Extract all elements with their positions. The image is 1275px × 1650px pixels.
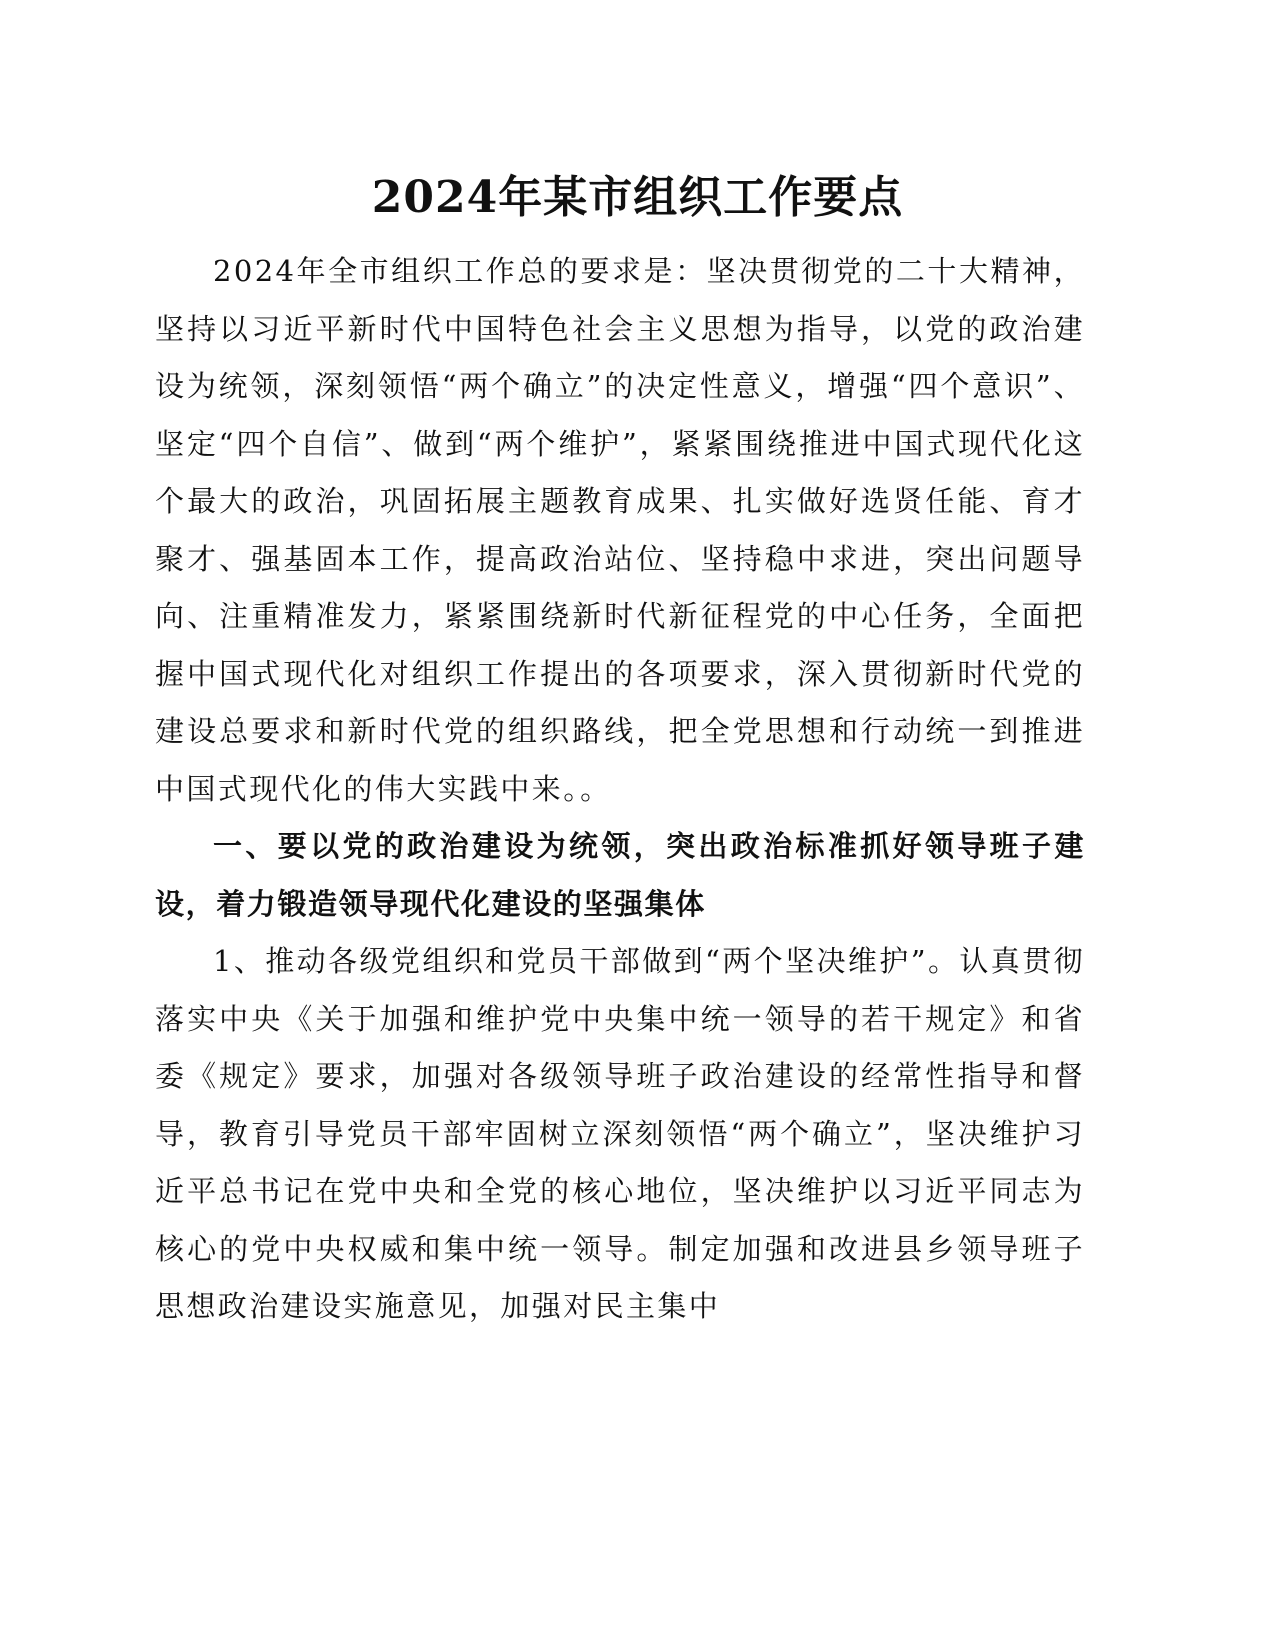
item-1-paragraph: 1、推动各级党组织和党员干部做到“两个坚决维护”。认真贯彻落实中央《关于加强和维护党中央集中统一领导的若干规定》和省委《规定》要求，加强对各级领导班子政治建设的经常性指导和督导，教育引导党员干部牢固树立深刻领悟“两个确立”，坚决维护习近平总书记在党中央和全党的核心地位，坚决维护以习近平同志为核心的党中央权威和集中统一领导。制定加强和改进县乡领导班子思想政治建设实施意见，加强对民主集中 (155, 944, 1085, 1323)
document-title: 2024年某市组织工作要点 (371, 172, 904, 223)
section-1-heading: 一、要以党的政治建设为统领，突出政治标准抓好领导班子建设，着力锻造领导现代化建设的坚强集体 (155, 829, 1085, 921)
intro-paragraph: 2024年全市组织工作总的要求是：坚决贯彻党的二十大精神，坚持以习近平新时代中国特色社会主义思想为指导，以党的政治建设为统领，深刻领悟“两个确立”的决定性意义，增强“四个意识”、坚定“四个自信”、做到“两个维护”，紧紧围绕推进中国式现代化这个最大的政治，巩固拓展主题教育成果、扎实做好选贤任能、育才聚才、强基固本工作，提高政治站位、坚持稳中求进，突出问题导向、注重精准发力，紧紧围绕新时代新征程党的中心任务，全面把握中国式现代化对组织工作提出的各项要求，深入贯彻新时代党的建设总要求和新时代党的组织路线，把全党思想和行动统一到推进中国式现代化的伟大实践中来。。 (155, 254, 1085, 806)
document-body (155, 243, 1085, 1336)
